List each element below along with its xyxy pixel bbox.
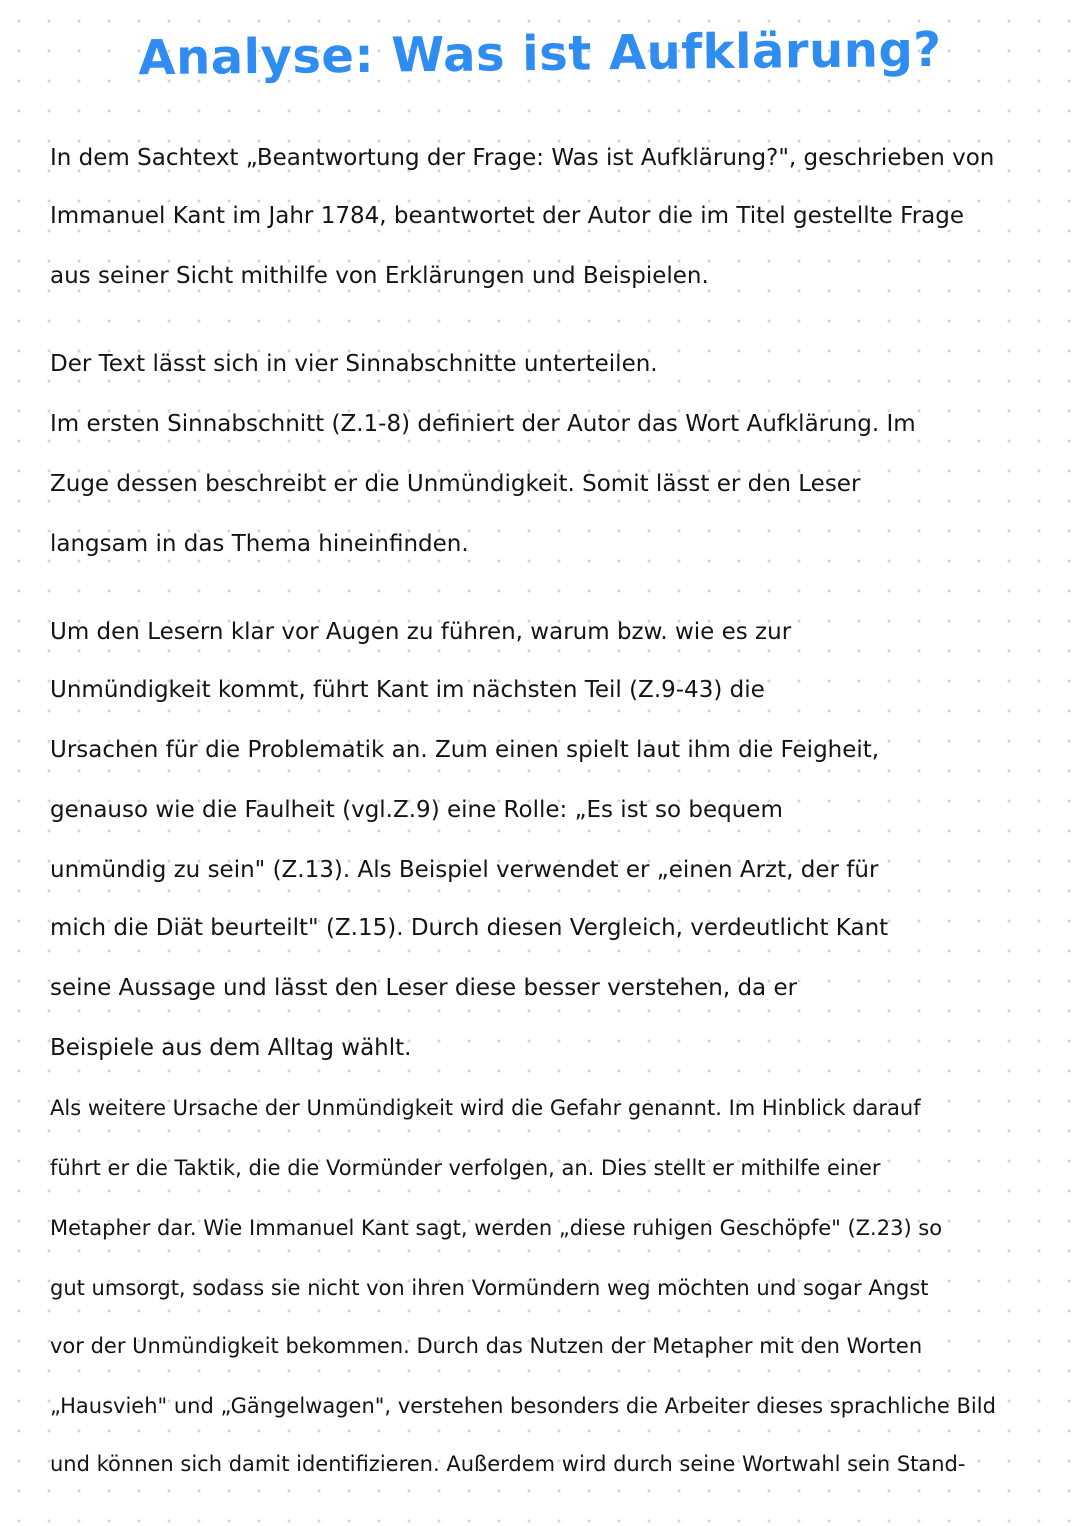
text-line: führt er die Taktik, die die Vormünder verfolgen, an. Dies stellt er mithilfe einer <box>50 1156 881 1180</box>
text-line: In dem Sachtext „Beantwortung der Frage: Was ist Aufklärung?", geschrieben von <box>50 145 995 171</box>
text-line: vor der Unmündigkeit bekommen. Durch das Nutzen der Metapher mit den Worten <box>50 1334 923 1358</box>
page-title: Analyse: Was ist Aufklärung? <box>138 21 942 87</box>
text-line: unmündig zu sein" (Z.13). Als Beispiel verwendet er „einen Arzt, der für <box>50 857 879 883</box>
text-line: Ursachen für die Problematik an. Zum einen spielt laut ihm die Feigheit, <box>50 737 880 763</box>
text-line: Unmündigkeit kommt, führt Kant im nächsten Teil (Z.9-43) die <box>50 677 765 703</box>
text-line: Zuge dessen beschreibt er die Unmündigkeit. Somit lässt er den Leser <box>50 471 861 497</box>
text-line: Beispiele aus dem Alltag wählt. <box>50 1035 412 1061</box>
text-line: Der Text lässt sich in vier Sinnabschnitte unterteilen. <box>50 351 658 377</box>
text-line: Um den Lesern klar vor Augen zu führen, warum bzw. wie es zur <box>50 619 792 645</box>
text-line: gut umsorgt, sodass sie nicht von ihren Vormündern weg möchten und sogar Angst <box>50 1276 929 1300</box>
text-line: aus seiner Sicht mithilfe von Erklärungen und Beispielen. <box>50 263 709 289</box>
text-line: und können sich damit identifizieren. Außerdem wird durch seine Wortwahl sein Stand- <box>50 1452 966 1476</box>
text-line: Als weitere Ursache der Unmündigkeit wird die Gefahr genannt. Im Hinblick darauf <box>50 1096 921 1120</box>
text-line: genauso wie die Faulheit (vgl.Z.9) eine Rolle: „Es ist so bequem <box>50 797 783 823</box>
text-line: mich die Diät beurteilt" (Z.15). Durch diesen Vergleich, verdeutlicht Kant <box>50 915 889 941</box>
text-line: Metapher dar. Wie Immanuel Kant sagt, werden „diese ruhigen Geschöpfe" (Z.23) so <box>50 1216 943 1240</box>
text-line: seine Aussage und lässt den Leser diese besser verstehen, da er <box>50 975 798 1001</box>
text-line: Im ersten Sinnabschnitt (Z.1-8) definiert der Autor das Wort Aufklärung. Im <box>50 411 916 437</box>
text-line: „Hausvieh" und „Gängelwagen", verstehen besonders die Arbeiter dieses sprachliche Bild <box>50 1394 996 1418</box>
text-line: Immanuel Kant im Jahr 1784, beantwortet der Autor die im Titel gestellte Frage <box>50 203 964 229</box>
text-line: langsam in das Thema hineinfinden. <box>50 531 469 557</box>
